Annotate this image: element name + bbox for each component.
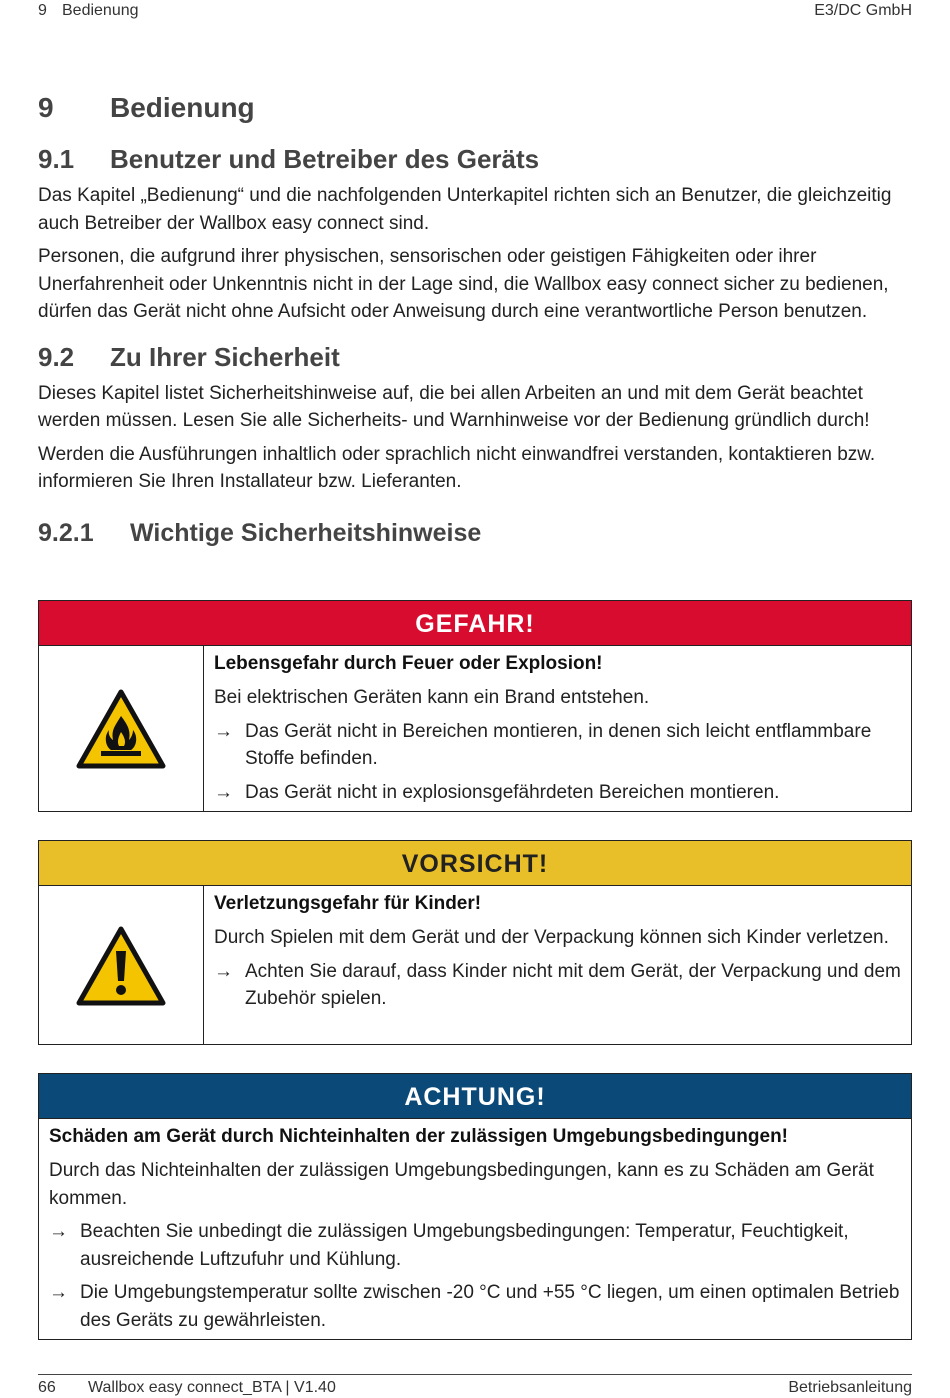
section-number: 9.1 — [38, 144, 75, 174]
list-item — [49, 1218, 901, 1273]
caution-heading: Verletzungsgefahr für Kinder! — [214, 893, 482, 914]
danger-text — [204, 646, 911, 812]
attention-text — [39, 1119, 911, 1348]
list-item-text: Achten Sie darauf, dass Kinder nicht mit dem Gerät, der Verpackung und dem Zubehör spielen. — [245, 960, 901, 1009]
header-chapter-title: Bedienung — [62, 2, 139, 19]
danger-description: Bei elektrischen Geräten kann ein Brand entstehen. — [214, 687, 650, 708]
list-item-text: Beachten Sie unbedingt die zulässigen Umgebungsbedingungen: Temperatur, Feuchtigkeit, ausreichende Luftzufuhr und Kühlung. — [80, 1221, 849, 1270]
document-type: Betriebsanleitung — [788, 1379, 912, 1396]
chapter-title-text: Bedienung — [110, 92, 255, 123]
list-item-text: Die Umgebungstemperatur sollte zwischen -20 °C und +55 °C liegen, um einen optimalen Betrieb des Geräts zu gewährleisten. — [80, 1282, 900, 1331]
paragraph: Dieses Kapitel listet Sicherheitshinweise auf, die bei allen Arbeiten an und mit dem Gerät beachtet werden müssen. Lesen Sie alle Sicherheits- und Warnhinweise vor der Bedienung gründlich durch! — [38, 382, 870, 431]
subsection-heading-9-2-1 — [38, 516, 914, 550]
chapter-number: 9 — [38, 92, 54, 123]
list-item-text: Das Gerät nicht in Bereichen montieren, in denen sich leicht entflammbare Stoffe befinden. — [245, 720, 872, 769]
header-chapter — [38, 2, 139, 20]
subsection-title: Wichtige Sicherheitshinweise — [130, 518, 482, 547]
danger-heading: Lebensgefahr durch Feuer oder Explosion! — [214, 653, 603, 674]
caution-text — [204, 886, 911, 1045]
section-number: 9.2 — [38, 341, 75, 372]
header-company: E3/DC GmbH — [814, 2, 912, 19]
arrow-icon: → — [49, 1282, 68, 1303]
list-item — [214, 718, 901, 773]
section-heading-9-1 — [38, 142, 914, 176]
arrow-icon: → — [214, 720, 233, 742]
danger-notice — [38, 600, 912, 812]
arrow-icon: → — [214, 960, 233, 982]
general-warning-icon — [75, 925, 167, 1007]
list-item — [214, 779, 901, 807]
header-chapter-number: 9 — [38, 2, 47, 19]
attention-notice — [38, 1073, 912, 1340]
section-title: Zu Ihrer Sicherheit — [110, 341, 340, 372]
list-item-text: Das Gerät nicht in explosionsgefährdeten Bereichen montieren. — [245, 781, 780, 803]
chapter-title — [38, 88, 914, 128]
section-heading-9-2 — [38, 340, 914, 374]
attention-label: ACHTUNG! — [39, 1074, 911, 1119]
caution-label: VORSICHT! — [39, 841, 911, 886]
paragraph: Das Kapitel „Bedienung“ und die nachfolgenden Unterkapitel richten sich an Benutzer, die gleichzeitig auch Betreiber der Wallbox easy connect sind. — [38, 185, 892, 234]
icon-cell — [39, 646, 204, 812]
paragraph: Werden die Ausführungen inhaltlich oder sprachlich nicht einwandfrei verstanden, kontaktieren bzw. informieren Sie Ihren Installateur bzw. Lieferanten. — [38, 443, 876, 492]
arrow-icon: → — [214, 781, 233, 803]
section-title: Benutzer und Betreiber des Geräts — [110, 144, 540, 174]
danger-label: GEFAHR! — [39, 601, 911, 646]
page-number: 66 — [38, 1379, 56, 1396]
attention-description: Durch das Nichteinhalten der zulässigen Umgebungsbedingungen, kann es zu Schäden am Gerät kommen. — [49, 1160, 874, 1209]
page-footer — [38, 1374, 912, 1397]
caution-notice — [38, 840, 912, 1045]
attention-heading: Schäden am Gerät durch Nichteinhalten der zulässigen Umgebungsbedingungen! — [49, 1126, 788, 1147]
paragraph: Personen, die aufgrund ihrer physischen, sensorischen oder geistigen Fähigkeiten oder ihrer Unerfahrenheit oder Unkenntnis nicht in der Lage sind, die Wallbox easy connect sicher zu bedienen, dürfen das Gerät nicht ohne Aufsicht oder Anweisung durch eine verantwortliche Person benutzen. — [38, 246, 889, 322]
page-header — [38, 2, 912, 24]
arrow-icon: → — [49, 1221, 68, 1242]
caution-description: Durch Spielen mit dem Gerät und der Verpackung können sich Kinder verletzen. — [214, 927, 889, 948]
list-item — [214, 958, 901, 1013]
subsection-number: 9.2.1 — [38, 518, 94, 547]
icon-cell — [39, 886, 204, 1045]
document-id: Wallbox easy connect_BTA | V1.40 — [88, 1379, 336, 1396]
flammable-warning-icon — [75, 688, 167, 770]
list-item — [49, 1279, 901, 1334]
main-content — [38, 88, 914, 558]
